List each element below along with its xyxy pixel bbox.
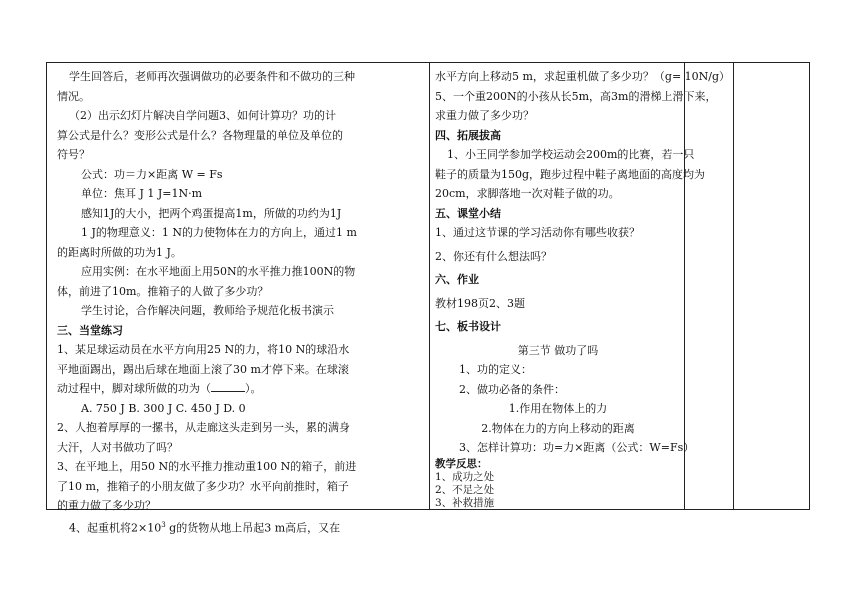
question-4-text: 4、起重机将2×10 xyxy=(69,521,162,535)
text-line: 情况。 xyxy=(57,89,90,103)
text-line: 学生讨论，合作解决问题，教师给予规范化板书演示 xyxy=(81,304,334,317)
exponent: 3 xyxy=(161,520,166,529)
question-2-line: 2、人抱着厚厚的一摞书，从走廊这头走到另一头，累的满身 xyxy=(57,421,350,434)
reflection-line: 1、成功之处 xyxy=(435,470,495,483)
text-line: 体，前进了10m。推箱子的人做了多少功？ xyxy=(57,284,269,298)
question-1-text: 动过程中，脚对球所做的功为（ xyxy=(57,382,211,395)
text-line: 应用实例：在水平地面上用50N的水平推力推100N的物 xyxy=(81,265,356,278)
formula-line: 公式：功＝力×距离 W = Fs xyxy=(81,167,223,181)
section-heading-reflection: 教学反思： xyxy=(435,457,488,470)
board-title: 第三节 做功了吗 xyxy=(517,343,599,357)
question-5-line: 求重力做了多少功？ xyxy=(435,109,534,122)
question-3-line: 的重力做了多少功？ xyxy=(57,499,156,512)
text-line: （2）出示幻灯片解决自学问题3、如何计算功？功的计 xyxy=(69,109,336,122)
section-heading-board: 七、板书设计 xyxy=(435,320,501,333)
board-line: 1、功的定义： xyxy=(459,363,532,376)
question-4-line xyxy=(57,516,423,538)
text-line: 算公式是什么？变形公式是什么？各物理量的单位及单位的 xyxy=(57,128,343,142)
question-1-line xyxy=(57,379,423,399)
question-1-options: A. 750 J B. 300 J C. 450 J D. 0 xyxy=(81,401,246,415)
question-4-line: 水平方向上移动5 m，求起重机做了多少功？（g= 10N/g） xyxy=(435,70,731,83)
homework-line: 教材198页2、3题 xyxy=(435,296,525,310)
extend-line: 鞋子的质量为150g，跑步过程中鞋子离地面的高度均为 xyxy=(435,167,706,181)
section-heading-extend: 四、拓展拔高 xyxy=(435,128,501,142)
question-3-line: 3、在平地上，用50 N的水平推力推动重100 N的箱子，前进 xyxy=(57,460,357,473)
board-subline: 2.物体在力的方向上移动的距离 xyxy=(481,421,635,435)
question-3-line: 了10 m，推箱子的小朋友做了多少功？水平向前推时，箱子 xyxy=(57,479,349,493)
board-line: 3、怎样计算功：功=力×距离（公式：W=Fs） xyxy=(459,441,695,454)
question-1-line: 平地面踢出，踢出后球在地面上滚了30 m才停下来。在球滚 xyxy=(57,362,349,376)
question-5-line: 5、一个重200N的小孩从长5m，高3m的滑梯上滑下来， xyxy=(435,89,717,103)
unit-line: 单位：焦耳 J 1 J=1N·m xyxy=(81,187,203,200)
middle-column xyxy=(435,67,731,510)
reflection-line: 3、补救措施 xyxy=(435,496,495,509)
question-1-text: ）。 xyxy=(245,382,262,395)
text-line: 学生回答后，老师再次强调做功的必要条件和不做功的三种 xyxy=(69,70,355,83)
section-heading-summary: 五、课堂小结 xyxy=(435,206,501,220)
extend-line: 1、小王同学参加学校运动会200m的比赛，若一只 xyxy=(447,148,695,161)
section-heading-homework: 六、作业 xyxy=(435,273,479,286)
board-subline: 1.作用在物体上的力 xyxy=(508,402,608,415)
extend-line: 20cm，求脚落地一次对鞋子做的功。 xyxy=(435,187,620,200)
answer-blank xyxy=(211,381,245,392)
text-line: 的距离时所做的功为1 J。 xyxy=(57,245,182,259)
text-line: 感知1J的大小，把两个鸡蛋提高1m，所做的功约为1J xyxy=(81,206,342,220)
left-column xyxy=(57,67,423,538)
question-1-line: 1、某足球运动员在水平方向用25 N的力，将10 N的球沿水 xyxy=(57,343,350,356)
section-heading-practice: 三、当堂练习 xyxy=(57,323,123,337)
text-line: 符号？ xyxy=(57,148,90,161)
column-divider xyxy=(429,63,430,509)
text-line: 1 J的物理意义：1 N的力使物体在力的方向上，通过1 m xyxy=(81,226,357,239)
reflection-line: 2、不足之处 xyxy=(435,483,495,496)
summary-line: 1、通过这节课的学习活动你有哪些收获？ xyxy=(435,226,640,239)
column-divider xyxy=(733,63,734,509)
question-2-line: 大汗，人对书做功了吗？ xyxy=(57,440,178,454)
summary-line: 2、你还有什么想法吗？ xyxy=(435,249,552,263)
question-4-text: g的货物从地上吊起3 m高后，又在 xyxy=(165,521,341,535)
board-line: 2、做功必备的条件： xyxy=(459,382,565,396)
